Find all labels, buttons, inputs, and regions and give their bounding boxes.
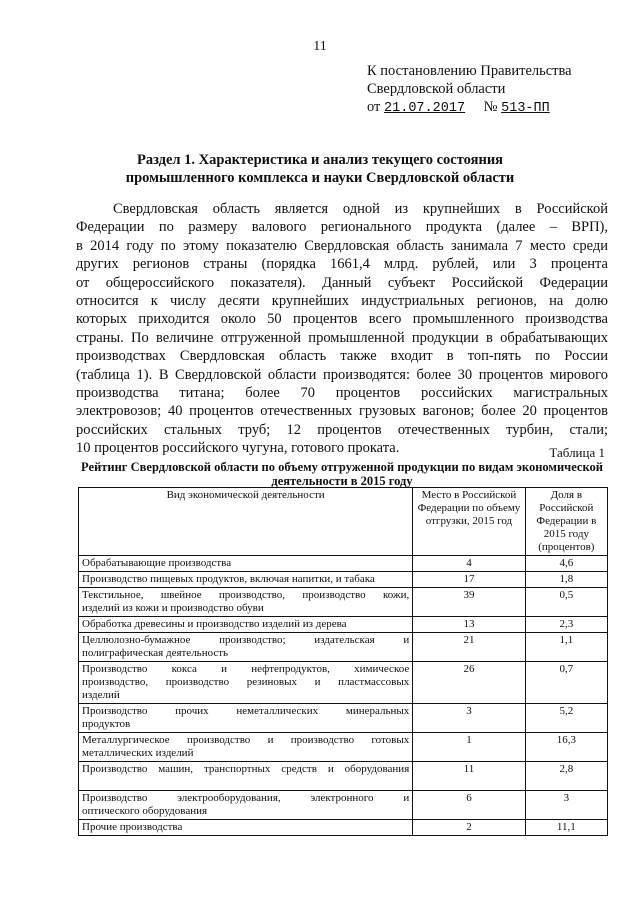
place-cell: 21 bbox=[413, 633, 525, 662]
activity-cell bbox=[79, 556, 413, 572]
body-line: страны. По величине отгруженной промышленной продукции в обрабатывающих bbox=[76, 329, 608, 346]
table-label: Таблица 1 bbox=[549, 445, 605, 460]
activity-cell bbox=[79, 762, 413, 791]
table-caption bbox=[76, 460, 608, 488]
activity-line: Прочие производства bbox=[82, 821, 183, 833]
activity-line: Металлургическое производство и производство готовых bbox=[82, 734, 410, 746]
share-cell: 16,3 bbox=[525, 733, 607, 762]
activity-line: производство, производство резиновых и пластмассовых bbox=[82, 676, 410, 688]
body-line: (таблица 1). В Свердловской области производятся: более 30 процентов мирового bbox=[76, 366, 608, 383]
table-caption-line-1: Рейтинг Свердловской области по объему отгруженной продукции по видам экономической bbox=[81, 460, 603, 474]
activity-cell bbox=[79, 617, 413, 633]
place-cell: 3 bbox=[413, 704, 525, 733]
activity-line: Текстильное, швейное производство, производство кожи, bbox=[82, 589, 410, 601]
body-line: российских стальных труб; 12 процентов отечественных турбин, стали; bbox=[76, 421, 608, 438]
place-cell: 13 bbox=[413, 617, 525, 633]
table-row bbox=[79, 572, 608, 588]
place-cell: 1 bbox=[413, 733, 525, 762]
share-cell: 4,6 bbox=[525, 556, 607, 572]
body-line: которых приходится около 50 процентов всего промышленного производства bbox=[76, 311, 608, 328]
activity-line: Обработка древесины и производство изделий из дерева bbox=[82, 618, 347, 630]
body-line: электровозов; 40 процентов отечественных грузовых вагонов; более 20 процентов bbox=[76, 403, 608, 420]
table-row bbox=[79, 762, 608, 791]
table-row bbox=[79, 704, 608, 733]
table-caption-line-2: деятельности в 2015 году bbox=[271, 474, 413, 488]
table-body bbox=[79, 556, 608, 836]
activity-line: полиграфическая деятельность bbox=[82, 647, 229, 659]
header-line-2: Свердловской области bbox=[367, 81, 506, 97]
body-line: других регионов страны (порядка 1661,4 млрд. рублей, или 3 процента bbox=[76, 256, 608, 273]
place-cell: 26 bbox=[413, 662, 525, 704]
activity-cell bbox=[79, 733, 413, 762]
activity-cell bbox=[79, 704, 413, 733]
share-cell: 1,1 bbox=[525, 633, 607, 662]
body-line: от общероссийского показателя). Данный субъект Российской Федерации bbox=[76, 274, 608, 291]
table-row bbox=[79, 633, 608, 662]
share-cell: 2,3 bbox=[525, 617, 607, 633]
header-activity: Вид экономической деятельности bbox=[79, 488, 413, 556]
activity-line: Производство прочих неметаллических минеральных bbox=[82, 705, 410, 717]
activity-cell bbox=[79, 588, 413, 617]
share-cell: 3 bbox=[525, 791, 607, 820]
body-line: производства титана; более 70 процентов российских магистральных bbox=[76, 385, 608, 402]
share-cell: 1,8 bbox=[525, 572, 607, 588]
activity-line: Целлюлозно-бумажное производство; издательская и bbox=[82, 634, 410, 646]
table-row bbox=[79, 588, 608, 617]
activity-cell bbox=[79, 572, 413, 588]
place-cell: 2 bbox=[413, 820, 525, 836]
place-cell: 39 bbox=[413, 588, 525, 617]
section-title bbox=[0, 151, 640, 187]
table-row bbox=[79, 820, 608, 836]
rating-table bbox=[78, 487, 608, 836]
activity-line: изделий из кожи и производство обуви bbox=[82, 602, 264, 614]
body-line: в 2014 году по этому показателю Свердловская область занимала 7 место среди bbox=[76, 237, 608, 254]
activity-line: продуктов bbox=[82, 718, 131, 730]
activity-line: металлических изделий bbox=[82, 747, 194, 759]
activity-line: оптического оборудования bbox=[82, 805, 208, 817]
share-cell: 2,8 bbox=[525, 762, 607, 791]
activity-cell bbox=[79, 820, 413, 836]
header-line-1: К постановлению Правительства bbox=[367, 63, 572, 79]
page-number: 11 bbox=[313, 39, 327, 54]
body-paragraph bbox=[76, 200, 608, 458]
place-cell: 11 bbox=[413, 762, 525, 791]
activity-line: Производство пищевых продуктов, включая напитки, и табака bbox=[82, 573, 375, 585]
place-cell: 17 bbox=[413, 572, 525, 588]
body-line: относится к числу десяти крупнейших индустриальных регионов, на долю bbox=[76, 293, 608, 310]
activity-line: Производство кокса и нефтепродуктов, химическое bbox=[82, 663, 410, 675]
table-row bbox=[79, 617, 608, 633]
activity-line: Обрабатывающие производства bbox=[82, 557, 232, 569]
table-header-row bbox=[79, 488, 608, 556]
place-cell: 6 bbox=[413, 791, 525, 820]
approval-header bbox=[367, 62, 583, 118]
activity-line bbox=[82, 776, 409, 789]
share-cell: 0,5 bbox=[525, 588, 607, 617]
activity-cell bbox=[79, 662, 413, 704]
header-share: Доля в Российской Федерации в 2015 году (процентов) bbox=[525, 488, 607, 556]
activity-cell bbox=[79, 791, 413, 820]
table-row bbox=[79, 662, 608, 704]
body-line: Федерации по размеру валового регионального продукта (далее – ВРП), bbox=[76, 219, 608, 236]
share-cell: 5,2 bbox=[525, 704, 607, 733]
table-row bbox=[79, 791, 608, 820]
header-date-line bbox=[367, 98, 583, 118]
share-cell: 11,1 bbox=[525, 820, 607, 836]
section-title-line-2: промышленного комплекса и науки Свердловской области bbox=[125, 170, 515, 186]
table-row bbox=[79, 733, 608, 762]
share-cell: 0,7 bbox=[525, 662, 607, 704]
body-line: Свердловская область является одной из крупнейших в Российской bbox=[113, 201, 608, 217]
body-line: производствах Свердловская область также входит в топ-пять по России bbox=[76, 348, 608, 365]
activity-line: изделий bbox=[82, 689, 120, 701]
number-prefix: № bbox=[483, 99, 498, 115]
section-title-line-1: Раздел 1. Характеристика и анализ текущего состояния bbox=[136, 152, 504, 168]
table-row bbox=[79, 556, 608, 572]
place-cell: 4 bbox=[413, 556, 525, 572]
activity-line: Производство машин, транспортных средств и оборудования bbox=[82, 763, 410, 775]
activity-cell bbox=[79, 633, 413, 662]
resolution-date: 21.07.2017 bbox=[384, 101, 466, 116]
body-line: 10 процентов российского чугуна, готового проката. bbox=[76, 440, 400, 457]
date-prefix: от bbox=[367, 99, 381, 115]
header-place: Место в Российской Федерации по объему отгрузки, 2015 год bbox=[413, 488, 525, 556]
resolution-number: 513-ПП bbox=[501, 101, 550, 116]
activity-line: Производство электрооборудования, электронного и bbox=[82, 792, 410, 804]
